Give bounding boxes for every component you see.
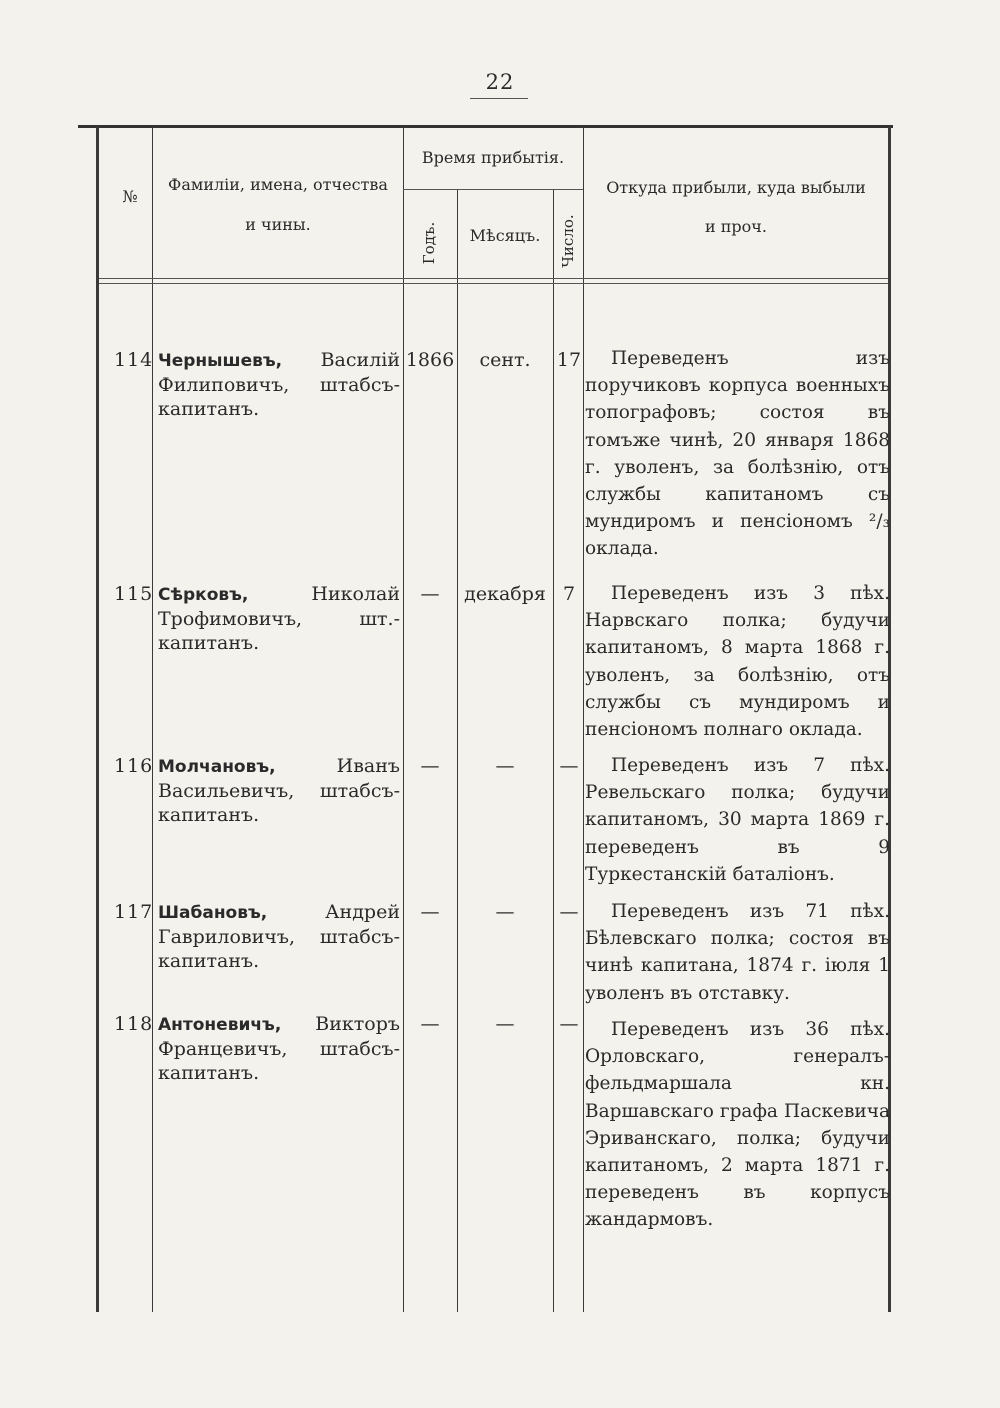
row-117-month: —: [495, 901, 515, 923]
row-116-year: —: [420, 755, 440, 777]
row-117-day: —: [559, 901, 579, 923]
row-116-note: Переведенъ изъ 7 пѣх. Ревельскаго полка; будучи капитаномъ, 30 марта 1869 г. переведенъ въ 9 Туркестанскiй баталiонъ.: [585, 755, 890, 885]
column-divider-names: [403, 127, 404, 1312]
page-number: 22: [485, 70, 515, 94]
row-118-surname: Антоневичъ,: [158, 1015, 282, 1035]
row-116-name: [158, 754, 400, 827]
row-118-year: —: [420, 1013, 440, 1035]
header-names-line2: и чины.: [245, 215, 311, 234]
header-notes-line1: Откуда прибыли, куда выбыли: [606, 178, 866, 197]
row-114-day: 17: [556, 349, 582, 371]
row-118-month: —: [495, 1013, 515, 1035]
row-115-name-rest: Николай Трофимовичъ, шт.-капитанъ.: [158, 583, 400, 654]
row-114-number: 114: [114, 349, 154, 371]
row-117-surname: Шабановъ,: [158, 903, 268, 923]
column-divider-no: [152, 127, 153, 1312]
row-118-name-rest: Викторъ Францевичъ, штабсъ-капитанъ.: [158, 1013, 400, 1084]
header-month: Мѣсяцъ.: [469, 226, 541, 245]
row-117-number: 117: [114, 901, 154, 923]
header-arrival-time: Время прибытiя.: [421, 148, 565, 167]
row-116-number: 116: [114, 755, 154, 777]
row-115-surname: Сѣрковъ,: [158, 585, 249, 605]
row-115-day: 7: [562, 583, 576, 605]
row-116-name-rest: Иванъ Васильевичъ, штабсъ-капитанъ.: [158, 755, 400, 826]
row-114-year: 1866: [405, 349, 455, 371]
header-names-line1: Фамилiи, имена, отчества: [168, 175, 388, 194]
row-115-note: Переведенъ изъ 3 пѣх. Нарвскаго полка; будучи капитаномъ, 8 марта 1868 г. уволенъ, за болѣзнiю, отъ службы съ мундиромъ и пенсiономъ полнаго оклада.: [585, 583, 890, 741]
row-114-note: Переведенъ изъ поручиковъ корпуса военныхъ топографовъ; состоя въ томъже чинѣ, 20 января 1868 г. уволенъ, за болѣзнiю, отъ службы капитаномъ съ мундиромъ и пенсiономъ ²/₃ оклада.: [585, 348, 890, 560]
header-bottom-rule-1: [99, 278, 888, 279]
row-117-name-rest: Андрей Гавриловичъ, штабсъ-капитанъ.: [158, 901, 400, 972]
header-notes-line2: и проч.: [705, 217, 767, 236]
header-year: Годъ.: [420, 221, 438, 265]
row-117-name: [158, 900, 400, 973]
row-118-name: [158, 1012, 400, 1085]
row-115-year: —: [420, 583, 440, 605]
row-115-month: декабря: [464, 583, 546, 605]
row-114-name: [158, 348, 400, 421]
header-bottom-rule-2: [99, 283, 888, 284]
row-114-month: сент.: [479, 349, 531, 371]
row-115-number: 115: [114, 583, 154, 605]
row-116-month: —: [495, 755, 515, 777]
row-117-note: Переведенъ изъ 71 пѣх. Бѣлевскаго полка; состоя въ чинѣ капитана, 1874 г. iюля 1 уволенъ въ отставку.: [585, 901, 890, 1004]
table-top-rule: [78, 125, 893, 128]
row-114-name-rest: Василiй Филиповичъ, штабсъ-капитанъ.: [158, 349, 400, 420]
row-116-day: —: [559, 755, 579, 777]
page-number-underline: [470, 98, 528, 99]
header-day: Число.: [559, 214, 577, 268]
header-number: №: [122, 187, 138, 206]
row-118-note: Переведенъ изъ 36 пѣх. Орловскаго, генералъ-фельдмаршала кн. Варшавскаго графа Паскевича Эриванскаго, полка; будучи капитаномъ, 2 марта 1871 г. переведенъ въ корпусъ жандармовъ.: [585, 1019, 890, 1231]
row-118-number: 118: [114, 1013, 154, 1035]
row-114-surname: Чернышевъ,: [158, 351, 283, 371]
row-115-name: [158, 582, 400, 655]
arrival-header-rule: [403, 189, 583, 190]
row-118-day: —: [559, 1013, 579, 1035]
table-left-border: [96, 127, 99, 1312]
column-divider-day: [583, 127, 584, 1312]
row-117-year: —: [420, 901, 440, 923]
row-116-surname: Молчановъ,: [158, 757, 276, 777]
